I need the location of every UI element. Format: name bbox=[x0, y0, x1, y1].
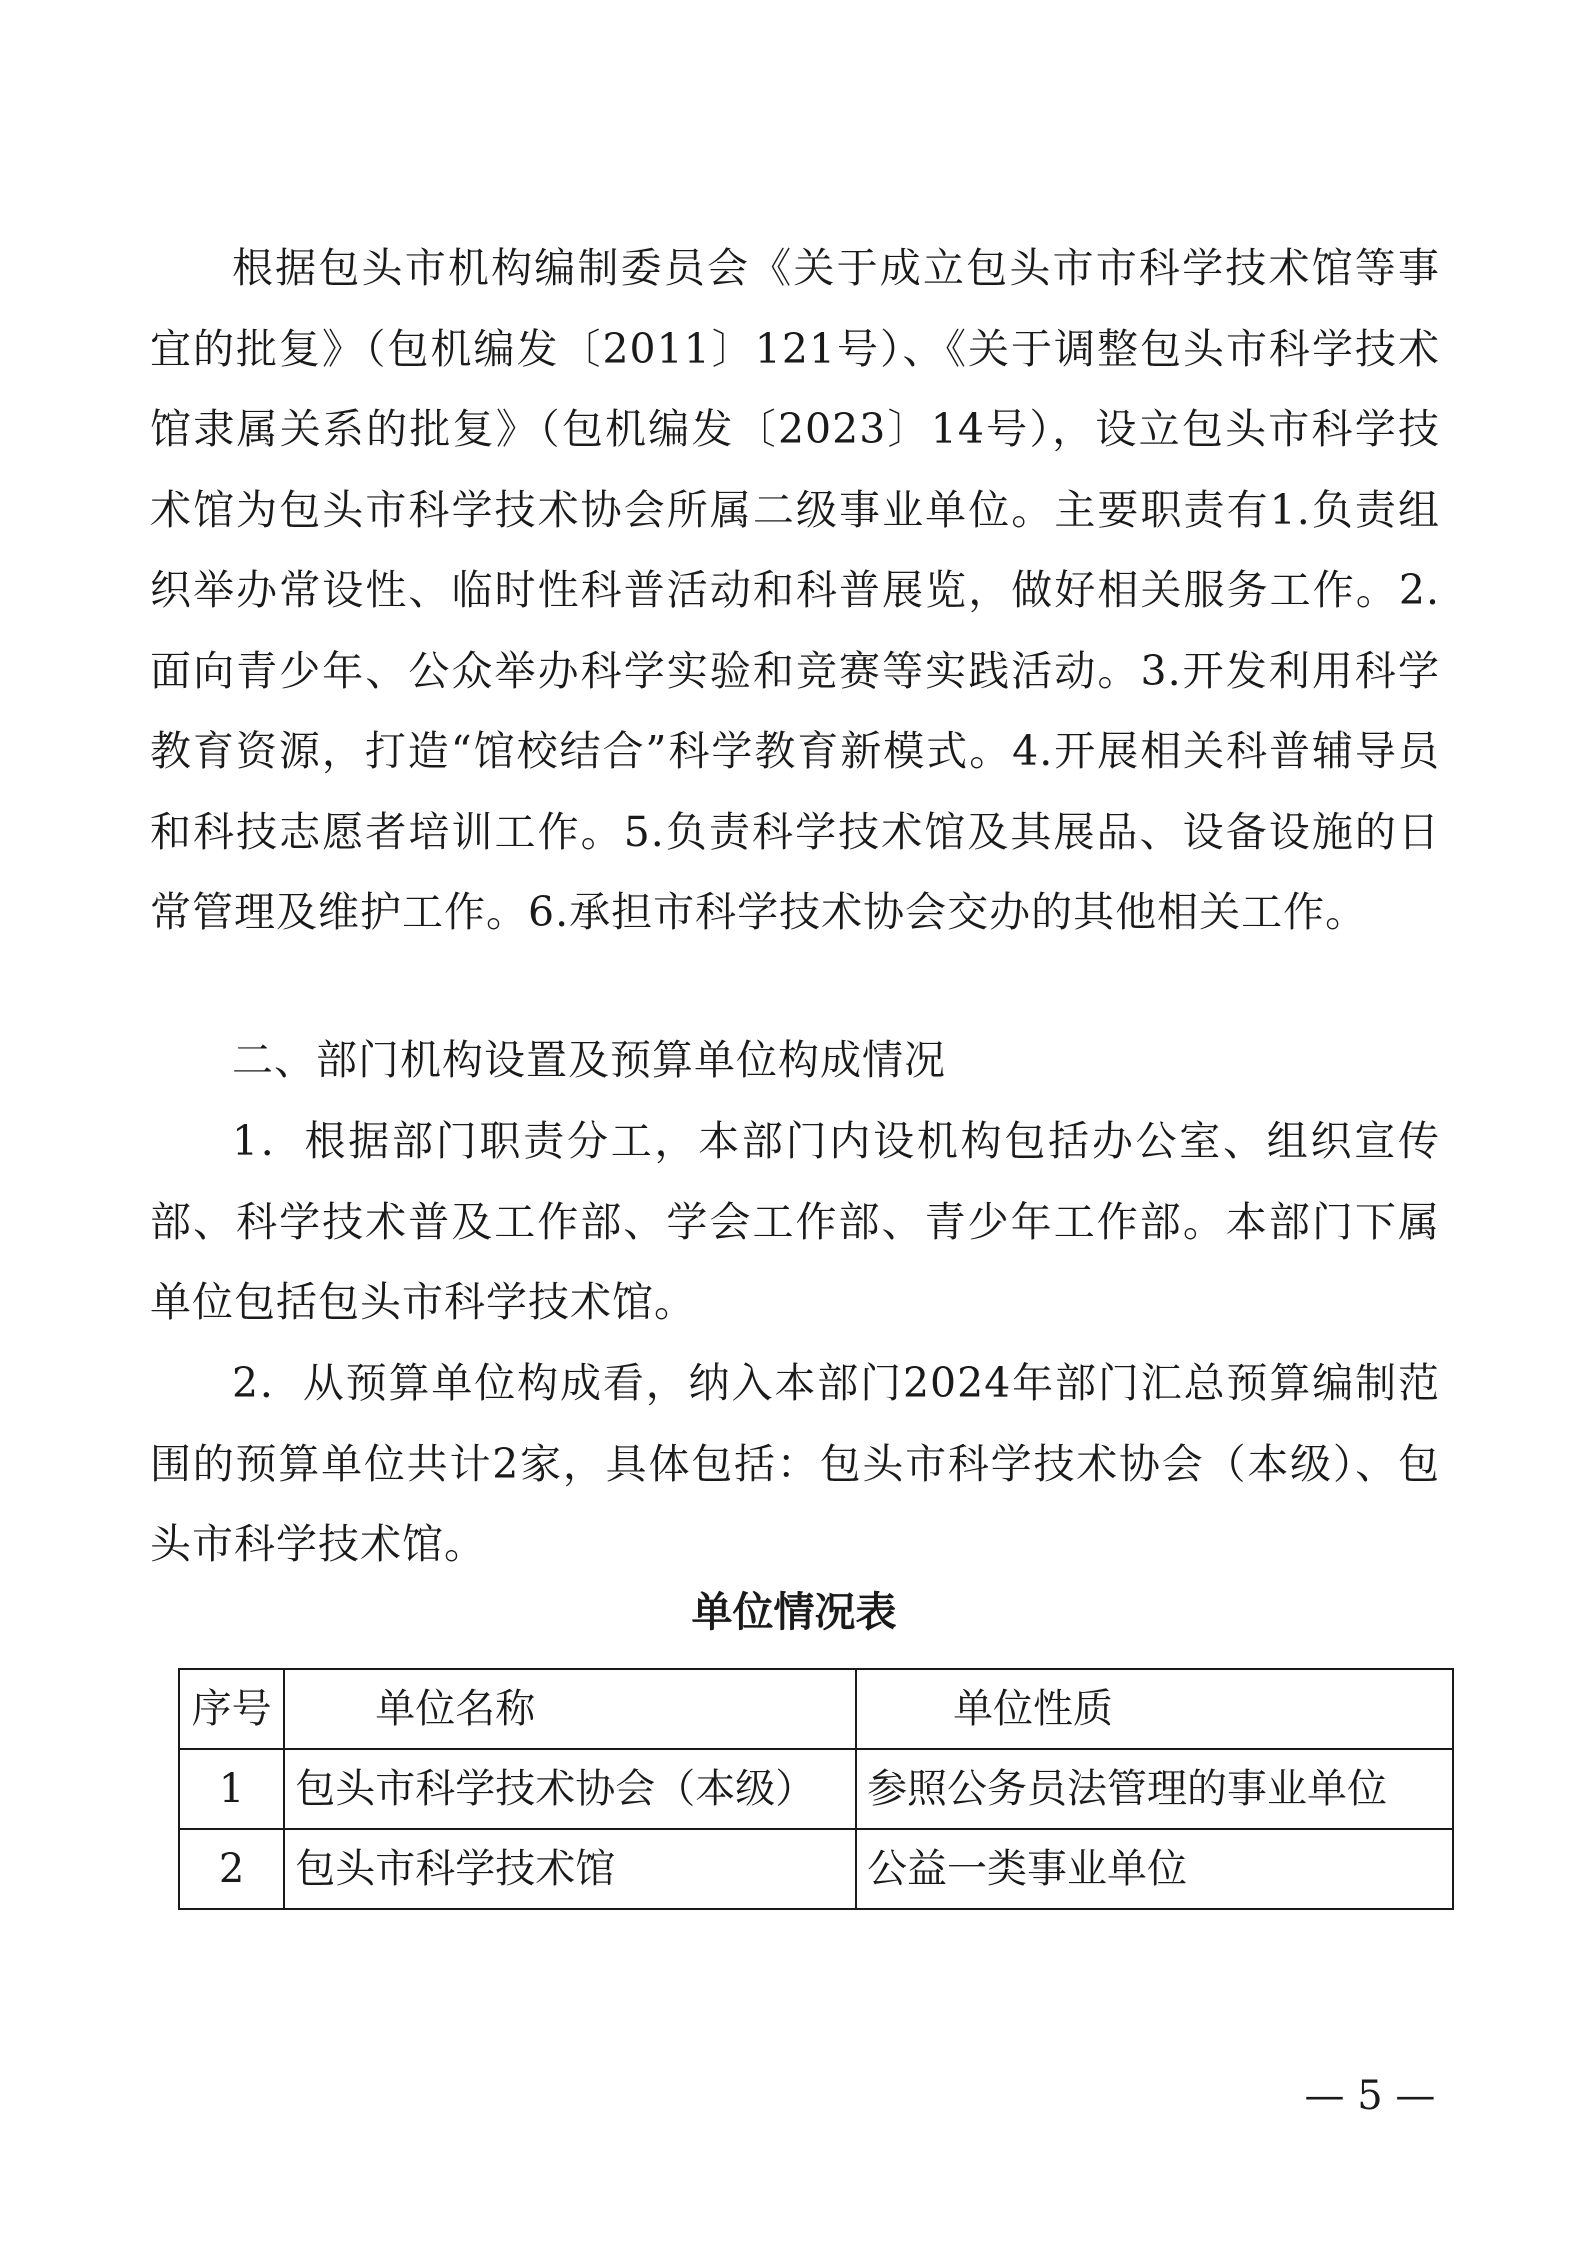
body-paragraph-budget-units: 2．从预算单位构成看，纳入本部门2024年部门汇总预算编制范围的预算单位共计2家，具体包括：包头市科学技术协会（本级）、包头市科学技术馆。 bbox=[150, 1359, 1440, 1568]
body-paragraph-responsibilities: 根据包头市机构编制委员会《关于成立包头市市科学技术馆等事宜的批复》（包机编发〔2011〕121号）、《关于调整包头市科学技术馆隶属关系的批复》（包机编发〔2023〕14号），设立包头市科学技术馆为包头市科学技术协会所属二级事业单位。主要职责有1.负责组织举办常设性、临时性科普活动和科普展览，做好相关服务工作。2.面向青少年、公众举办科学实验和竞赛等实践活动。3.开发利用科学教育资源，打造“馆校结合”科学教育新模式。4.开展相关科普辅导员和科技志愿者培训工作。5.负责科学技术馆及其展品、设备设施的日常管理及维护工作。6.承担市科学技术协会交办的其他相关工作。 bbox=[150, 244, 1440, 936]
table-header-row bbox=[179, 1669, 1453, 1749]
table-row bbox=[179, 1749, 1453, 1829]
cell-unit-name: 包头市科学技术协会（本级） bbox=[284, 1749, 856, 1829]
cell-index: 1 bbox=[179, 1749, 284, 1829]
section-heading: 二、部门机构设置及预算单位构成情况 bbox=[232, 1036, 946, 1084]
cell-index: 2 bbox=[179, 1829, 284, 1909]
cell-unit-name: 包头市科学技术馆 bbox=[284, 1829, 856, 1909]
table-title: 单位情况表 bbox=[691, 1588, 897, 1636]
cell-unit-nature: 公益一类事业单位 bbox=[856, 1829, 1453, 1909]
page-number: — 5 — bbox=[1304, 2073, 1436, 2119]
cell-unit-nature: 参照公务员法管理的事业单位 bbox=[856, 1749, 1453, 1829]
header-unit-name: 单位名称 bbox=[284, 1669, 856, 1749]
table-row bbox=[179, 1829, 1453, 1909]
body-paragraph-internal-structure: 1．根据部门职责分工，本部门内设机构包括办公室、组织宣传部、科学技术普及工作部、学会工作部、青少年工作部。本部门下属单位包括包头市科学技术馆。 bbox=[150, 1117, 1440, 1326]
header-unit-nature: 单位性质 bbox=[856, 1669, 1453, 1749]
unit-info-table bbox=[178, 1668, 1454, 1910]
header-index: 序号 bbox=[179, 1669, 284, 1749]
